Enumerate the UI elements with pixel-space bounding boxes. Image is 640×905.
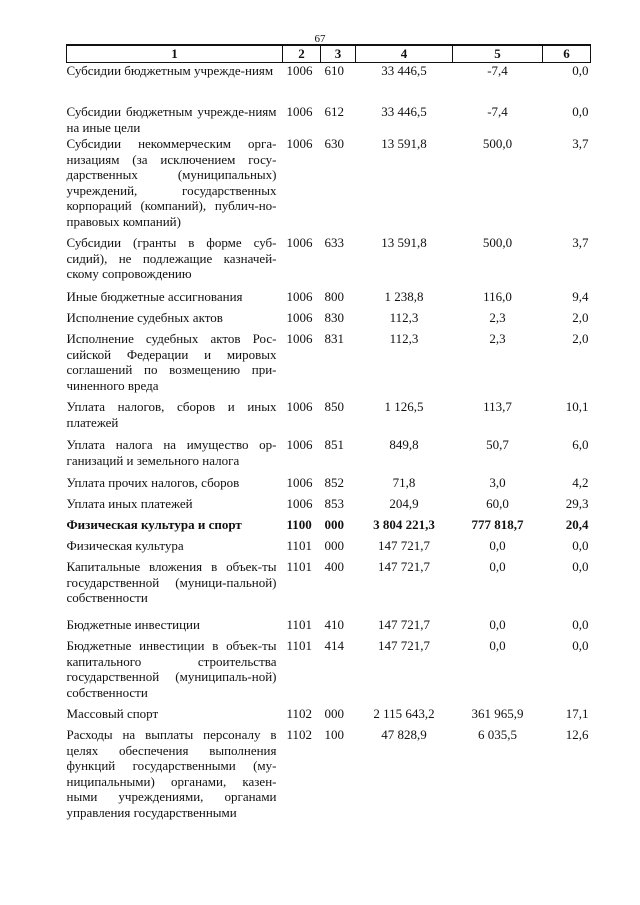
value-col-4: 147 721,7 bbox=[378, 559, 430, 574]
percent-col-6: 4,2 bbox=[572, 475, 589, 490]
value-col-4: 13 591,8 bbox=[381, 136, 427, 151]
value-col-5: 113,7 bbox=[483, 399, 512, 414]
row-label: Уплата прочих налогов, сборов bbox=[66, 475, 240, 490]
percent-col-6: 0,0 bbox=[572, 104, 589, 119]
row-label: Исполнение судебных актов bbox=[66, 310, 223, 325]
table-row bbox=[67, 617, 591, 638]
percent-col-6: 12,6 bbox=[565, 727, 589, 742]
section-code: 1006 bbox=[286, 289, 313, 304]
table-row bbox=[67, 538, 591, 559]
row-label: Субсидии бюджетным учрежде-ниям на иные цели bbox=[66, 104, 277, 135]
value-col-4: 849,8 bbox=[389, 437, 419, 452]
table-body bbox=[67, 62, 591, 827]
table-row bbox=[67, 437, 591, 475]
header-col-3: 3 bbox=[321, 45, 356, 62]
header-col-1: 1 bbox=[67, 45, 283, 62]
value-col-5: 6 035,5 bbox=[478, 727, 517, 742]
expense-type-code: 851 bbox=[324, 437, 344, 452]
table-row bbox=[67, 331, 591, 399]
expense-type-code: 831 bbox=[324, 331, 344, 346]
section-code: 1101 bbox=[286, 617, 313, 632]
value-col-4: 1 126,5 bbox=[384, 399, 424, 414]
value-col-5: -7,4 bbox=[487, 62, 508, 78]
section-code: 1100 bbox=[286, 517, 312, 532]
section-code: 1101 bbox=[286, 559, 313, 574]
expense-type-code: 850 bbox=[324, 399, 344, 414]
value-col-4: 3 804 221,3 bbox=[373, 517, 435, 532]
section-code: 1102 bbox=[286, 727, 313, 742]
value-col-5: 777 818,7 bbox=[471, 517, 524, 532]
expense-type-code: 100 bbox=[324, 727, 344, 742]
section-code: 1006 bbox=[286, 136, 313, 151]
expense-type-code: 400 bbox=[324, 559, 344, 574]
row-label: Капитальные вложения в объек-ты государственной (муници-пальной) собственности bbox=[66, 559, 277, 605]
percent-col-6: 29,3 bbox=[565, 496, 589, 511]
value-col-5: 3,0 bbox=[489, 475, 506, 490]
percent-col-6: 0,0 bbox=[572, 538, 589, 553]
percent-col-6: 10,1 bbox=[565, 399, 589, 414]
value-col-4: 112,3 bbox=[389, 331, 419, 346]
section-code: 1006 bbox=[286, 475, 313, 490]
expense-type-code: 852 bbox=[324, 475, 344, 490]
header-col-2: 2 bbox=[283, 45, 321, 62]
section-code: 1006 bbox=[286, 331, 313, 346]
table-row bbox=[67, 310, 591, 331]
table-row bbox=[67, 235, 591, 289]
expense-type-code: 000 bbox=[324, 517, 344, 532]
value-col-5: 2,3 bbox=[489, 310, 506, 325]
section-code: 1006 bbox=[286, 62, 313, 78]
table-row bbox=[67, 475, 591, 496]
table-header-row bbox=[67, 45, 591, 62]
value-col-5: 50,7 bbox=[486, 437, 509, 452]
header-col-6: 6 bbox=[543, 45, 591, 62]
expense-type-code: 800 bbox=[324, 289, 344, 304]
expense-type-code: 000 bbox=[324, 538, 344, 553]
row-label: Иные бюджетные ассигнования bbox=[66, 289, 243, 304]
value-col-5: 116,0 bbox=[483, 289, 512, 304]
table-row bbox=[67, 496, 591, 517]
value-col-4: 1 238,8 bbox=[384, 289, 424, 304]
value-col-4: 147 721,7 bbox=[378, 538, 430, 553]
percent-col-6: 2,0 bbox=[572, 331, 589, 346]
section-code: 1006 bbox=[286, 496, 313, 511]
expense-type-code: 000 bbox=[324, 706, 344, 721]
section-code: 1101 bbox=[286, 538, 313, 553]
percent-col-6: 0,0 bbox=[572, 62, 589, 78]
row-label: Исполнение судебных актов Рос-сийской Федерации и мировых соглашений по возмещению при-чиненного вреда bbox=[66, 331, 277, 393]
row-label: Уплата иных платежей bbox=[66, 496, 193, 511]
section-code: 1006 bbox=[286, 310, 313, 325]
expense-type-code: 612 bbox=[324, 104, 344, 119]
value-col-5: 0,0 bbox=[489, 617, 506, 632]
table-row bbox=[67, 104, 591, 136]
value-col-5: 60,0 bbox=[486, 496, 509, 511]
section-code: 1006 bbox=[286, 104, 313, 119]
percent-col-6: 6,0 bbox=[572, 437, 589, 452]
section-code: 1102 bbox=[286, 706, 313, 721]
row-label: Субсидии бюджетным учрежде-ниям bbox=[66, 62, 274, 78]
table-row bbox=[67, 559, 591, 617]
row-label: Физическая культура и спорт bbox=[66, 517, 242, 532]
row-label: Субсидии некоммерческим орга-низациям (за исключением госу-дарственных (муниципальных) учреждений, государственных корпораций (компаний), публич-но-правовых компаний) bbox=[66, 136, 277, 229]
percent-col-6: 0,0 bbox=[572, 617, 589, 632]
expense-type-code: 610 bbox=[324, 62, 344, 78]
row-label: Физическая культура bbox=[66, 538, 184, 553]
budget-table bbox=[66, 44, 591, 827]
expense-type-code: 414 bbox=[324, 638, 344, 653]
value-col-5: 500,0 bbox=[482, 136, 513, 151]
table-row bbox=[67, 517, 591, 538]
value-col-5: -7,4 bbox=[487, 104, 508, 119]
header-col-5: 5 bbox=[453, 45, 543, 62]
table-row bbox=[67, 62, 591, 104]
value-col-5: 361 965,9 bbox=[471, 706, 524, 721]
value-col-5: 500,0 bbox=[482, 235, 513, 250]
percent-col-6: 17,1 bbox=[565, 706, 589, 721]
expense-type-code: 630 bbox=[324, 136, 344, 151]
table-row bbox=[67, 136, 591, 235]
percent-col-6: 3,7 bbox=[572, 235, 589, 250]
value-col-5: 0,0 bbox=[489, 559, 506, 574]
value-col-4: 47 828,9 bbox=[381, 727, 427, 742]
table-row bbox=[67, 638, 591, 706]
value-col-4: 71,8 bbox=[392, 475, 416, 490]
row-label: Уплата налога на имущество ор-ганизаций и земельного налога bbox=[66, 437, 277, 468]
section-code: 1006 bbox=[286, 399, 313, 414]
row-label: Бюджетные инвестиции в объек-ты капитального строительства государственной (муниципаль-ной) собственности bbox=[66, 638, 277, 700]
expense-type-code: 830 bbox=[324, 310, 344, 325]
table-row bbox=[67, 289, 591, 310]
row-label: Уплата налогов, сборов и иных платежей bbox=[66, 399, 277, 430]
value-col-5: 2,3 bbox=[489, 331, 506, 346]
budget-table-container bbox=[66, 44, 590, 827]
page-number: 67 bbox=[314, 33, 326, 45]
row-label: Расходы на выплаты персоналу в целях обеспечения выполнения функций государственными (му-ниципальными) органами, казен-ными учреждениями, органами управления государственными bbox=[66, 727, 277, 820]
expense-type-code: 853 bbox=[324, 496, 344, 511]
table-row bbox=[67, 706, 591, 727]
row-label: Массовый спорт bbox=[66, 706, 159, 721]
table-row bbox=[67, 727, 591, 827]
row-label: Субсидии (гранты в форме суб-сидий), не подлежащие казначей-скому сопровождению bbox=[66, 235, 277, 281]
value-col-4: 2 115 643,2 bbox=[373, 706, 435, 721]
percent-col-6: 9,4 bbox=[572, 289, 589, 304]
value-col-4: 204,9 bbox=[389, 496, 419, 511]
percent-col-6: 2,0 bbox=[572, 310, 589, 325]
section-code: 1006 bbox=[286, 235, 313, 250]
value-col-4: 112,3 bbox=[389, 310, 419, 325]
value-col-4: 13 591,8 bbox=[381, 235, 427, 250]
value-col-5: 0,0 bbox=[489, 638, 506, 653]
expense-type-code: 410 bbox=[324, 617, 344, 632]
value-col-4: 33 446,5 bbox=[381, 104, 427, 119]
row-label: Бюджетные инвестиции bbox=[66, 617, 200, 632]
expense-type-code: 633 bbox=[324, 235, 344, 250]
table-row bbox=[67, 399, 591, 437]
section-code: 1101 bbox=[286, 638, 313, 653]
percent-col-6: 20,4 bbox=[565, 517, 589, 532]
percent-col-6: 0,0 bbox=[572, 559, 589, 574]
value-col-4: 147 721,7 bbox=[378, 617, 430, 632]
section-code: 1006 bbox=[286, 437, 313, 452]
percent-col-6: 3,7 bbox=[572, 136, 589, 151]
value-col-4: 147 721,7 bbox=[378, 638, 430, 653]
value-col-4: 33 446,5 bbox=[381, 62, 427, 78]
value-col-5: 0,0 bbox=[489, 538, 506, 553]
header-col-4: 4 bbox=[356, 45, 453, 62]
percent-col-6: 0,0 bbox=[572, 638, 589, 653]
